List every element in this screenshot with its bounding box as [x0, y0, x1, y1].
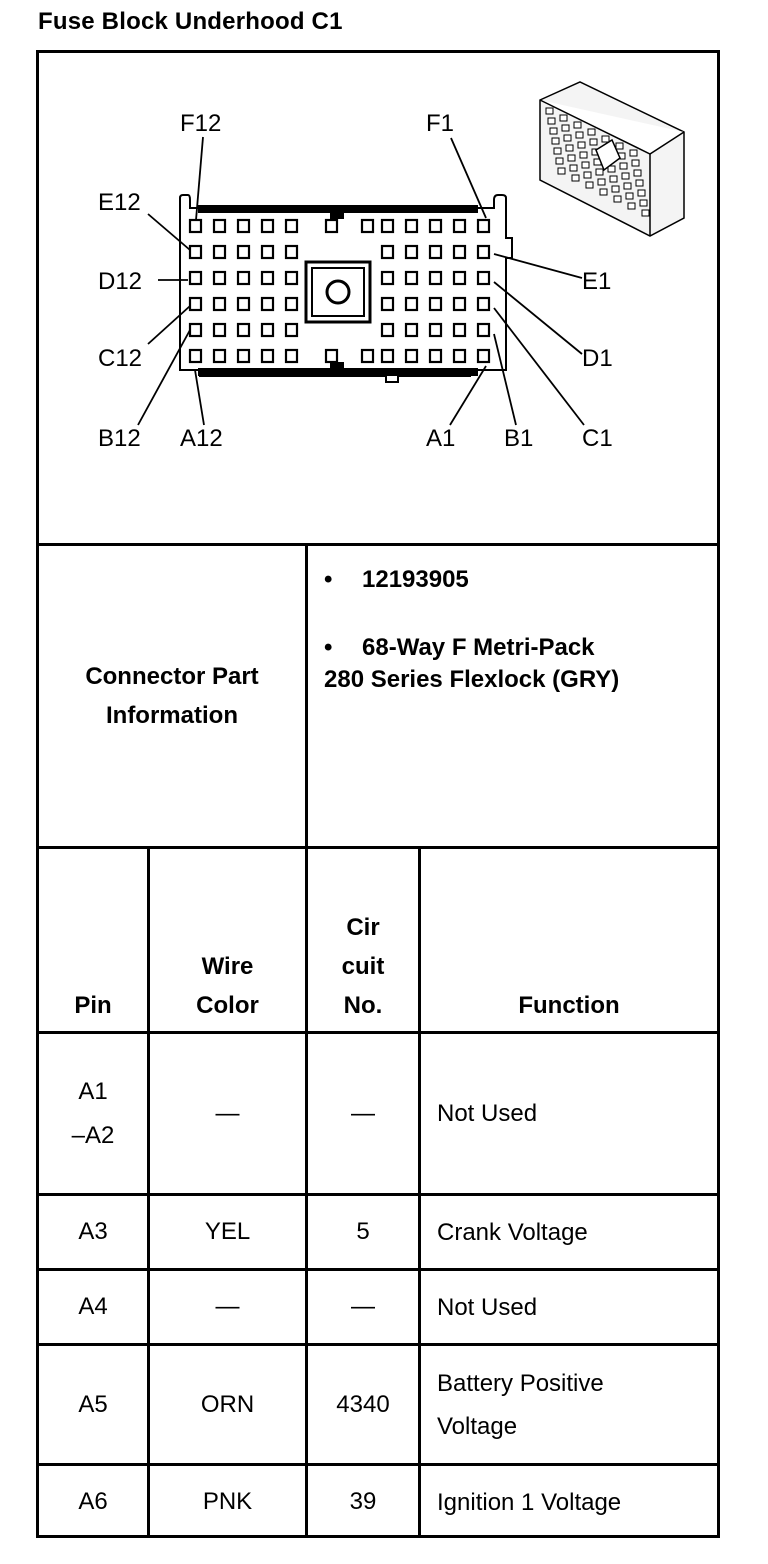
function-text-line2: Voltage — [437, 1412, 518, 1440]
pin-cell: A3 — [78, 1218, 108, 1245]
header-color-text: Color — [196, 992, 259, 1019]
thumbnail-cavity — [548, 118, 555, 124]
connector-part-info — [324, 566, 714, 694]
pin-cavity — [430, 246, 441, 258]
pin-label-c1: C1 — [582, 425, 613, 452]
circuit-cell: 4340 — [336, 1390, 390, 1418]
pin-cavity — [190, 220, 201, 232]
thumbnail-cavity — [580, 152, 587, 158]
pin-label-c12: C12 — [98, 345, 143, 372]
thumbnail-cavity — [620, 163, 627, 169]
pin-label-e12: E12 — [98, 189, 141, 216]
thumbnail-cavity — [602, 136, 609, 142]
thumbnail-cavity — [612, 186, 619, 192]
thumbnail-cavity — [638, 190, 645, 196]
function-cell — [421, 1346, 717, 1463]
pin-cavity — [454, 350, 465, 362]
pin-label-b12: B12 — [98, 425, 141, 452]
pin-label-f12: F12 — [180, 110, 222, 137]
pin-cell: A6 — [78, 1488, 108, 1515]
wire-cell: PNK — [202, 1488, 253, 1515]
connector-part-label — [39, 546, 305, 846]
thumbnail-cavity — [590, 139, 597, 145]
pin-cavity — [362, 220, 373, 232]
connector-part-label-line1: Connector Part — [85, 663, 259, 690]
pin-cavity — [190, 272, 201, 284]
pin-cavity — [382, 246, 393, 258]
pin-cavity — [286, 246, 297, 258]
pin-cavity — [286, 324, 297, 336]
pin-cavity — [382, 272, 393, 284]
table-row-pin — [39, 1034, 147, 1193]
thumbnail-cavity — [556, 158, 563, 164]
thumbnail-cavity — [586, 182, 593, 188]
thumbnail-cavity — [560, 115, 567, 121]
pin-cavity — [430, 298, 441, 310]
pin-cavity — [238, 220, 249, 232]
thumbnail-cavity — [566, 145, 573, 151]
pin-cavity — [190, 246, 201, 258]
pin-cavity — [286, 350, 297, 362]
function-cell: Crank Voltage — [437, 1218, 588, 1246]
thumbnail-cavity — [614, 196, 621, 202]
thumbnail-cavity — [624, 183, 631, 189]
pin-label-e1: E1 — [582, 268, 612, 295]
pin-label-d12: D12 — [98, 268, 143, 295]
pin-cavity — [238, 246, 249, 258]
wire-cell: — — [215, 1293, 240, 1320]
header-function — [421, 849, 717, 1025]
thumbnail-cavity — [616, 143, 623, 149]
pin-cell: A1 — [78, 1078, 108, 1105]
function-cell: Not Used — [437, 1100, 538, 1127]
header-no-text: No. — [343, 992, 383, 1019]
thumbnail-cavity — [550, 128, 557, 134]
pin-cavity — [406, 246, 417, 258]
pin-cavity — [286, 272, 297, 284]
pin-cell: A5 — [78, 1390, 108, 1418]
pin-cavity — [430, 324, 441, 336]
header-circuit-no — [308, 849, 418, 1025]
pin-cavity — [190, 324, 201, 336]
thumbnail-cavity — [584, 172, 591, 178]
function-text-line1: Battery Positive — [437, 1369, 604, 1397]
thumbnail-cavity — [632, 160, 639, 166]
thumbnail-cavity — [576, 132, 583, 138]
pin-cavity — [214, 350, 225, 362]
pin-cavity — [478, 220, 489, 232]
pin-cavity — [214, 246, 225, 258]
pin-cavity — [214, 298, 225, 310]
thumbnail-cavity — [554, 148, 561, 154]
thumbnail-cavity — [570, 165, 577, 171]
thumbnail-cavity — [568, 155, 575, 161]
thumbnail-cavity — [640, 200, 647, 206]
circuit-cell: — — [351, 1293, 375, 1320]
pin-cavity — [406, 324, 417, 336]
bullet: • — [324, 566, 333, 593]
pin-cavity — [382, 220, 393, 232]
wire-cell: YEL — [204, 1218, 251, 1245]
thumbnail-cavity — [582, 162, 589, 168]
pin-cavity — [478, 324, 489, 336]
part-number: 12193905 — [362, 566, 469, 593]
thumbnail-cavity — [628, 203, 635, 209]
pin-cavity — [262, 324, 273, 336]
pin-cavity — [262, 220, 273, 232]
pin-label-a1: A1 — [426, 425, 456, 452]
thumbnail-cavity — [630, 150, 637, 156]
connector-part-label-line2: Information — [105, 702, 238, 729]
thumbnail-cavity — [636, 180, 643, 186]
thumbnail-cavity — [596, 169, 603, 175]
pin-cavity — [406, 298, 417, 310]
circuit-cell: 39 — [349, 1488, 377, 1515]
thumbnail-cavity — [572, 175, 579, 181]
pin-cavity — [286, 298, 297, 310]
circuit-cell: 5 — [356, 1218, 370, 1245]
pin-cavity — [454, 246, 465, 258]
thumbnail-cavity — [588, 129, 595, 135]
function-cell: Not Used — [437, 1293, 538, 1321]
connector-description-line2: 280 Series Flexlock (GRY) — [324, 666, 620, 693]
header-cir-text: Cir — [346, 914, 380, 941]
header-function-text: Function — [518, 992, 620, 1019]
page-title: Fuse Block Underhood C1 — [38, 8, 343, 35]
wire-cell: — — [215, 1099, 240, 1127]
header-pin — [39, 849, 147, 1025]
pin-cavity — [214, 324, 225, 336]
pin-label-d1: D1 — [582, 345, 613, 372]
pin-cavity — [430, 272, 441, 284]
thumbnail-cavity — [558, 168, 565, 174]
connector-face-drawing — [39, 53, 717, 543]
pin-cavity — [326, 350, 337, 362]
bullet: • — [324, 634, 333, 661]
header-pin-text: Pin — [74, 992, 112, 1019]
pin-label-f1: F1 — [426, 110, 455, 137]
thumbnail-cavity — [600, 189, 607, 195]
connector-diagram — [39, 53, 717, 543]
pin-cavity — [382, 350, 393, 362]
pin-cavity — [406, 220, 417, 232]
thumbnail-cavity — [552, 138, 559, 144]
pin-cavity — [262, 246, 273, 258]
circuit-cell: — — [351, 1099, 375, 1127]
wire-cell: ORN — [200, 1390, 255, 1418]
pin-cavity — [406, 350, 417, 362]
pin-cavity — [214, 220, 225, 232]
thumbnail-cavity — [578, 142, 585, 148]
thumbnail-cavity — [634, 170, 641, 176]
pin-cavity — [478, 350, 489, 362]
pin-cavity — [326, 220, 337, 232]
pin-cell: –A2 — [71, 1122, 115, 1149]
pin-cell: A4 — [78, 1293, 108, 1320]
pin-cavity — [454, 324, 465, 336]
pin-cavity — [478, 246, 489, 258]
pin-cavity — [430, 350, 441, 362]
thumbnail-cavity — [574, 122, 581, 128]
pin-cavity — [238, 324, 249, 336]
header-wire-text: Wire — [201, 953, 254, 980]
pin-label-a12: A12 — [180, 425, 223, 452]
pin-cavity — [454, 220, 465, 232]
pin-cavity — [478, 298, 489, 310]
pin-cavity — [478, 272, 489, 284]
thumbnail-cavity — [622, 173, 629, 179]
header-cuit-text: cuit — [341, 953, 385, 980]
pin-cavity — [382, 324, 393, 336]
pin-cavity — [190, 298, 201, 310]
pin-cavity — [190, 350, 201, 362]
pin-cavity — [238, 272, 249, 284]
pin-cavity — [286, 220, 297, 232]
pin-cavity — [238, 298, 249, 310]
pin-cavity — [382, 298, 393, 310]
thumbnail-cavity — [598, 179, 605, 185]
function-cell: Ignition 1 Voltage — [437, 1488, 622, 1516]
pin-cavity — [262, 350, 273, 362]
pin-cavity — [214, 272, 225, 284]
pin-cavity — [430, 220, 441, 232]
pin-cavity — [262, 272, 273, 284]
pin-cavity — [454, 272, 465, 284]
thumbnail-cavity — [546, 108, 553, 114]
thumbnail-cavity — [626, 193, 633, 199]
thumbnail-cavity — [564, 135, 571, 141]
pin-label-b1: B1 — [504, 425, 534, 452]
thumbnail-cavity — [610, 176, 617, 182]
pin-cavity — [238, 350, 249, 362]
connector-description-line1: 68-Way F Metri-Pack — [362, 634, 595, 661]
pin-cavity — [262, 298, 273, 310]
pin-cavity — [406, 272, 417, 284]
header-wire-color — [150, 849, 305, 1025]
pin-cavity — [454, 298, 465, 310]
thumbnail-cavity — [642, 210, 649, 216]
connector-3d-illustration — [540, 82, 684, 236]
thumbnail-cavity — [562, 125, 569, 131]
pin-cavity — [362, 350, 373, 362]
